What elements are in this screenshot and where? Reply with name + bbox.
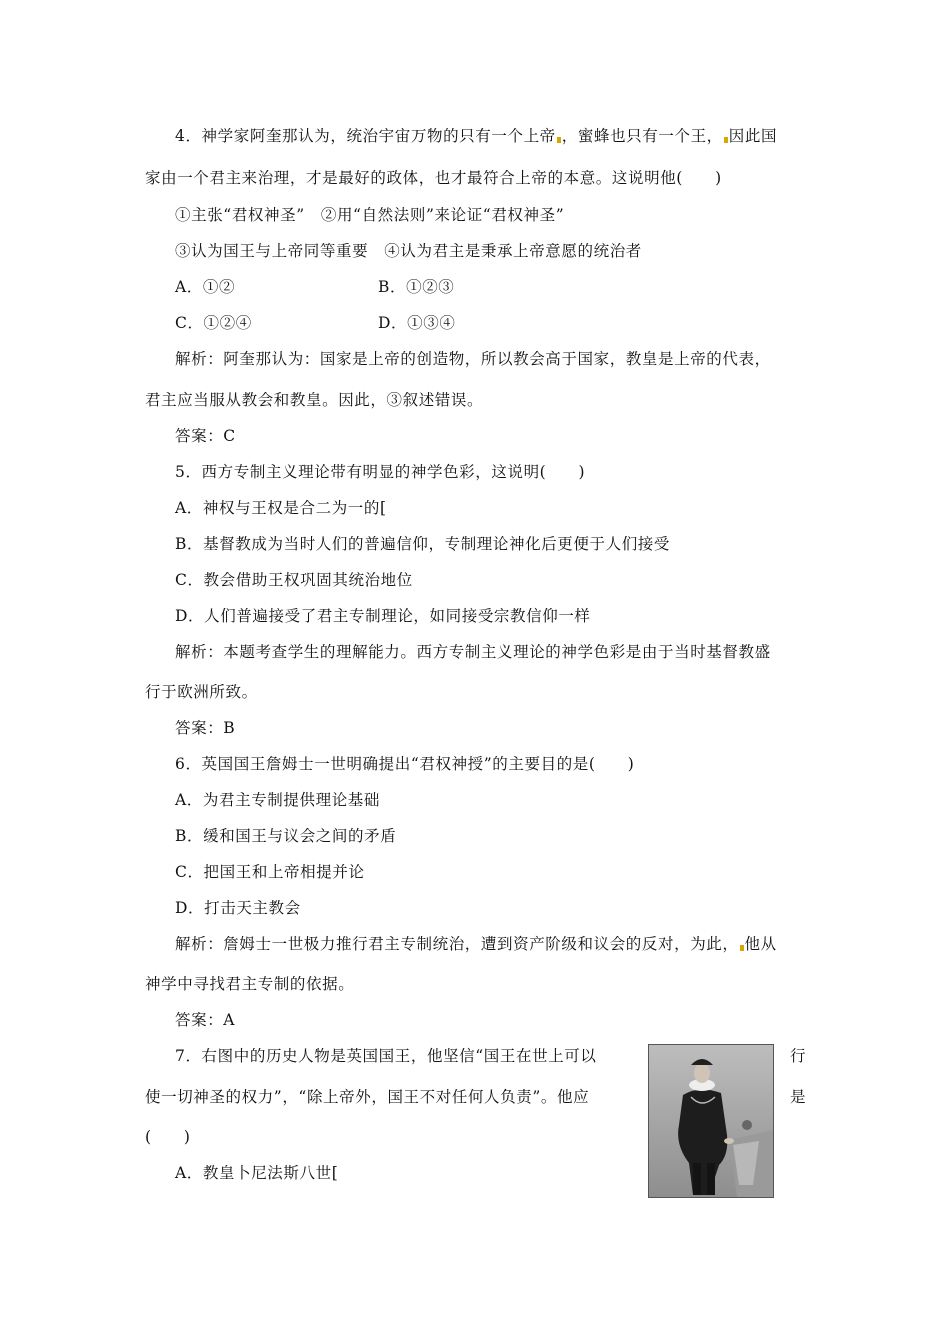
q4-explanation-line2: 君主应当服从教会和教皇。因此，③叙述错误。 bbox=[145, 391, 484, 409]
q5-option-d: D．人们普遍接受了君主专制理论，如同接受宗教信仰一样 bbox=[175, 607, 591, 625]
q4-stem-line2: 家由一个君主来治理，才是最好的政体，也才最符合上帝的本意。这说明他( ) bbox=[145, 169, 722, 187]
q4-stem-line1: 4．神学家阿奎那认为，统治宇宙万物的只有一个上帝 ，蜜蜂也只有一个王， 因此国 bbox=[175, 127, 778, 145]
mark-dot bbox=[724, 137, 728, 143]
q7-stem-line2-end: 是 bbox=[790, 1088, 807, 1106]
q6-option-c: C．把国王和上帝相提并论 bbox=[175, 863, 365, 881]
mark-dot bbox=[557, 137, 561, 143]
q4-statements-2: ③认为国王与上帝同等重要 ④认为君主是秉承上帝意愿的统治者 bbox=[175, 242, 642, 260]
q7-option-a: A．教皇卜尼法斯八世[ bbox=[175, 1164, 339, 1182]
q4-option-a: A．①② bbox=[175, 278, 236, 296]
q5-answer: 答案：B bbox=[175, 719, 236, 737]
q6-stem: 6．英国国王詹姆士一世明确提出“君权神授”的主要目的是( ) bbox=[175, 755, 635, 773]
q4-option-b: B．①②③ bbox=[378, 278, 455, 296]
q6-explanation-line2: 神学中寻找君主专制的依据。 bbox=[145, 975, 355, 993]
q6-option-a: A．为君主专制提供理论基础 bbox=[175, 791, 380, 809]
q7-stem-line1: 7．右图中的历史人物是英国国王，他坚信“国王在世上可以 bbox=[175, 1047, 597, 1065]
mark-dot bbox=[740, 945, 744, 951]
q4-option-d: D．①③④ bbox=[378, 314, 456, 332]
q6-option-b: B．缓和国王与议会之间的矛盾 bbox=[175, 827, 397, 845]
q5-explanation-line2: 行于欧洲所致。 bbox=[145, 683, 258, 701]
q4-option-c: C．①②④ bbox=[175, 314, 252, 332]
q5-option-c: C．教会借助王权巩固其统治地位 bbox=[175, 571, 413, 589]
q5-stem: 5．西方专制主义理论带有明显的神学色彩，这说明( ) bbox=[175, 463, 586, 481]
q6-option-d: D．打击天主教会 bbox=[175, 899, 301, 917]
q7-stem-line1-end: 行 bbox=[790, 1047, 807, 1065]
portrait-illustration bbox=[649, 1045, 773, 1197]
q6-answer: 答案：A bbox=[175, 1011, 236, 1029]
q4-answer: 答案：C bbox=[175, 427, 236, 445]
q6-explanation-line1: 解析：詹姆士一世极力推行君主专制统治，遭到资产阶级和议会的反对，为此， 他从 bbox=[175, 935, 777, 953]
king-portrait-image bbox=[648, 1044, 774, 1198]
q7-stem-line2: 使一切神圣的权力”，“除上帝外，国王不对任何人负责”。他应 bbox=[145, 1088, 590, 1106]
q4-explanation-line1: 解析：阿奎那认为：国家是上帝的创造物，所以教会高于国家，教皇是上帝的代表， bbox=[175, 350, 771, 368]
q5-option-a: A．神权与王权是合二为一的[ bbox=[175, 499, 387, 517]
q4-statements-1: ①主张“君权神圣” ②用“自然法则”来论证“君权神圣” bbox=[175, 206, 565, 224]
q7-stem-line3: ( ) bbox=[145, 1128, 191, 1146]
q5-option-b: B．基督教成为当时人们的普遍信仰，专制理论神化后更便于人们接受 bbox=[175, 535, 670, 553]
q5-explanation-line1: 解析：本题考查学生的理解能力。西方专制主义理论的神学色彩是由于当时基督教盛 bbox=[175, 643, 771, 661]
